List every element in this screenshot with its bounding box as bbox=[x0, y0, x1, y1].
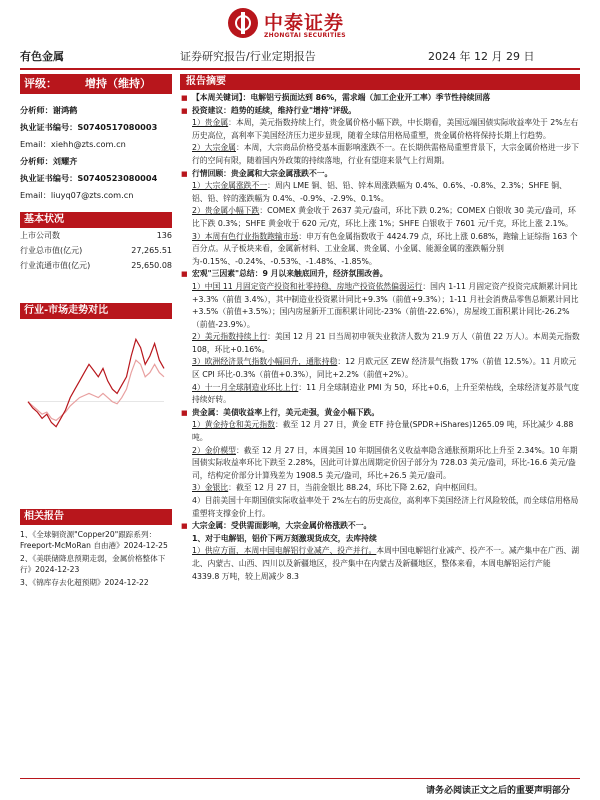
logo-emblem-icon bbox=[228, 8, 258, 38]
summary-paragraph bbox=[180, 419, 580, 444]
paragraph-lead: 1）大宗金属涨跌不一 bbox=[192, 181, 268, 191]
table-value: 25,650.08 bbox=[131, 261, 172, 270]
rating-label: 评级： bbox=[24, 77, 57, 90]
logo-text-cn: 中泰证券 bbox=[264, 12, 345, 34]
paragraph-text: 投资建议：趋势的延续，维持行业"增持"评级。 bbox=[192, 105, 357, 115]
paragraph-text: ：12 月欧元区 ZEW 经济景气指数 17%（前值 12.5%）。11 月欧元区 CPI 环比-0.3%（前值+0.3%），同比+2.2%（前值+2%）。 bbox=[192, 357, 577, 380]
paragraph-text: ：周内 LME 铜、铝、铅、锌本周涨跌幅为 0.4%、0.6%、-0.8%、2.3%；SHFE 铜、铝、铅、锌的涨跌幅为 0.4%、-0.9%、-2.9%、0.1%。 bbox=[192, 181, 567, 203]
paragraph-text: ：截至 12 月 27 日，黄金 ETF 持仓量(SPDR+iShares)1265.09 吨，环比减少 4.88 吨。 bbox=[192, 420, 574, 443]
analyst-block bbox=[20, 96, 172, 204]
summary-paragraph bbox=[180, 142, 580, 167]
summary-paragraph bbox=[180, 445, 580, 483]
paragraph-text: 【本周关键词】：电解铝亏损面达到 86%，需求端（加工企业开工率）季节性持续回落 bbox=[192, 93, 491, 102]
summary-paragraph bbox=[180, 331, 580, 356]
summary-paragraph bbox=[180, 231, 580, 269]
table-row bbox=[20, 258, 172, 273]
paragraph-text: ：本周，大宗商品价格受基本面影响涨跌不一。在长期供需格局重塑背景下，大宗金属价格进一步下行的空间有限，随着国内外政策的持续落地，行业有望迎来景气上行周期。 bbox=[192, 143, 580, 165]
report-date: 2024 年 12 月 29 日 bbox=[428, 50, 535, 63]
paragraph-text: 宏观"三因素"总结：9 月以来触底回升，经济氛围改善。 bbox=[192, 269, 388, 279]
summary-paragraph bbox=[180, 168, 580, 181]
paragraph-lead: 3）金银比 bbox=[192, 483, 229, 493]
trend-chart-title: 行业-市场走势对比 bbox=[20, 303, 172, 319]
paragraph-text: ：本周，美元指数持续上行，贵金属价格小幅下跌，中长期看，美国远端国债实际收益率处于 2%左右历史高位，高利率下美国经济压力逆步显现，随着全球信用格局重塑，贵金属价格将保持长期上行趋势。 bbox=[192, 118, 579, 140]
paragraph-text: 1、对于电解铝，铝价下两万刻激现货成交，去库持续 bbox=[192, 533, 377, 543]
report-type: 证券研究报告/行业定期报告 bbox=[180, 50, 316, 63]
paragraph-text: 贵金属：美债收益率上行，美元走强，黄金小幅下跌。 bbox=[192, 407, 380, 417]
paragraph-lead: 2）贵金属小幅下跌 bbox=[192, 206, 260, 216]
table-row bbox=[20, 228, 172, 243]
analyst-license: 执业证书编号：S0740523080004 bbox=[20, 173, 158, 183]
paragraph-text: ：美国 12 月 21 日当周初申领失业救济人数为 21.9 万人（前值 22 万人）。本周美元指数 108，环比+0.16%。 bbox=[192, 332, 580, 354]
table-key: 上市公司数 bbox=[20, 231, 60, 240]
company-logo bbox=[228, 8, 388, 44]
summary-paragraph bbox=[180, 407, 580, 420]
header-divider bbox=[20, 68, 580, 70]
rating-value: 增持（维持） bbox=[85, 77, 151, 90]
summary-paragraph bbox=[180, 281, 580, 331]
paragraph-text: ：截至 12 月 27 日，当前金银比 88.24，环比下降 2.62，向中枢回归。 bbox=[228, 483, 482, 493]
footer-disclaimer: 请务必阅读正文之后的重要声明部分 bbox=[425, 786, 570, 796]
paragraph-lead: 3）本周有色行业指数跑输市场 bbox=[192, 231, 299, 241]
paragraph-lead: 1）贵金属 bbox=[192, 118, 229, 128]
paragraph-text: 本周中国电解铝行业减产、投产不一。减产集中在广西、湖北、内蒙古、山西、四川以及新疆地区，投产集中在内蒙古及新疆地区，整体来看，本周电解铝运行产能 4339.8 万吨，较上周减少 8.3 bbox=[192, 546, 580, 581]
summary-paragraph bbox=[180, 520, 580, 533]
summary-paragraph bbox=[180, 117, 580, 142]
table-row bbox=[20, 243, 172, 258]
analyst-email[interactable]: Email：liuyq07@zts.com.cn bbox=[20, 190, 134, 200]
summary-paragraph bbox=[180, 180, 580, 205]
paragraph-text: 行情回顾：贵金属和大宗金属涨跌不一。 bbox=[192, 168, 333, 178]
summary-paragraph bbox=[180, 482, 580, 495]
footer bbox=[20, 778, 580, 796]
summary-paragraph bbox=[180, 533, 580, 546]
summary-paragraph bbox=[180, 356, 580, 381]
table-value: 136 bbox=[156, 231, 172, 240]
paragraph-lead: 4）十一月全球制造业环比上行 bbox=[192, 382, 299, 392]
analyst-name: 分析师：刘耀齐 bbox=[20, 156, 78, 166]
paragraph-text: ：截至 12 月 27 日，本周美国 10 年期国债名义收益率隐含通胀预期环比上升至 2.34%。10 年期国债实际收益率环比下跌至 2.28%，因此可计算出周期定价因子部分为 728.03 美元/盎司，环比-16.6 美元/盎司，结构定价部分计算残差为 1908.5 美元/盎司，环比+26.5 美元/盎司。 bbox=[192, 445, 578, 480]
summary-title: 报告摘要 bbox=[180, 74, 580, 90]
paragraph-lead: 2）大宗金属 bbox=[192, 143, 236, 153]
paragraph-text: 大宗金属：受供需面影响，大宗金属价格涨跌不一。 bbox=[192, 521, 372, 531]
related-report-link[interactable]: 1、《全球铜资源"Copper20"跟踪系列：Freeport-McMoRan 自由港》2024-12-25 bbox=[20, 530, 168, 550]
summary-section bbox=[180, 74, 580, 583]
related-report-link[interactable]: 3、《锦库存去化超预期》2024-12-22 bbox=[20, 578, 149, 587]
paragraph-text: ：国内 1-11 月固定资产投资完成额累计同比+3.3%（前值 3.4%），其中制造业投资累计同比+9.3%（前值+9.3%）；1-11 月社会消费品零售总额累计同比+3.5%（前值+3.5%）；国内房屋新开工面积累计同比-23%（前值-22.6%），房屋竣工面积累计同比-26.2%（前值-23.9%）。 bbox=[192, 281, 579, 329]
table-key: 行业流通市值(亿元) bbox=[20, 261, 91, 270]
summary-paragraph bbox=[180, 205, 580, 230]
rating-bar bbox=[20, 74, 172, 94]
analyst-name: 分析师：谢鸿鹤 bbox=[20, 105, 78, 115]
related-reports-list bbox=[20, 529, 172, 588]
summary-paragraph bbox=[180, 92, 580, 105]
logo-text-en: ZHONGTAI SECURITIES bbox=[264, 32, 346, 39]
summary-paragraph bbox=[180, 545, 580, 583]
summary-paragraph bbox=[180, 268, 580, 281]
paragraph-text: ：申万有色金属指数收于 4424.79 点，环比上涨 0.68%，跑输上证综指 163 个百分点。从子板块来看，金属新材料、工业金属、贵金属、小金属、能源金属的涨跌幅分别为-0.15%、-0.24%、-0.53%、-1.48%、-1.85%。 bbox=[192, 231, 578, 266]
summary-body bbox=[180, 92, 580, 583]
table-key: 行业总市值(亿元) bbox=[20, 246, 83, 255]
related-reports-title: 相关报告 bbox=[20, 509, 172, 525]
paragraph-lead: 2）美元指数持续上行 bbox=[192, 332, 268, 342]
paragraph-text: 4）目前美国十年期国债实际收益率处于 2%左右的历史高位，高利率下美国经济上行风险较低，而全球信用格局重塑将支撑金价上行。 bbox=[192, 496, 579, 518]
table-value: 27,265.51 bbox=[131, 246, 172, 255]
summary-paragraph bbox=[180, 105, 580, 118]
paragraph-lead: 2）金价模型 bbox=[192, 445, 236, 455]
paragraph-lead: 1）供应方面，本周中国电解铝行业减产、投产并行。 bbox=[192, 546, 377, 556]
summary-paragraph bbox=[180, 495, 580, 520]
paragraph-lead: 3）欧洲经济景气指数小幅回升，通胀持稳 bbox=[192, 357, 338, 367]
basic-info-table bbox=[20, 228, 172, 273]
paragraph-lead: 1）黄金持仓和美元指数 bbox=[192, 420, 275, 430]
related-report-link[interactable]: 2、《美联储降息预期走弱，金属价格整体下行》2024-12-23 bbox=[20, 554, 166, 574]
paragraph-text: ：COMEX 黄金收于 2637 美元/盎司，环比下跌 0.2%；COMEX 白银收 30 美元/盎司，环比下跌 0.3%；SHFE 黄金收于 620 元/克，环比上涨 1%；SHFE 白银收于 7601 元/千克，环比上涨 2.1%。 bbox=[192, 206, 576, 228]
trend-chart bbox=[20, 323, 172, 443]
basic-info-title: 基本状况 bbox=[20, 212, 172, 228]
left-sidebar bbox=[20, 74, 172, 590]
summary-paragraph bbox=[180, 382, 580, 407]
industry-label: 有色金属 bbox=[20, 50, 64, 63]
paragraph-text: ：11 月全球制造业 PMI 为 50，环比+0.6，上升至荣枯线，全球经济复苏景气度持续好转。 bbox=[192, 382, 580, 405]
paragraph-lead: 1）中国 11 月固定资产投资和社零持稳，房地产投资依然偏弱运行 bbox=[192, 281, 423, 291]
analyst-email[interactable]: Email：xiehh@zts.com.cn bbox=[20, 139, 126, 149]
analyst-license: 执业证书编号：S0740517080003 bbox=[20, 122, 158, 132]
